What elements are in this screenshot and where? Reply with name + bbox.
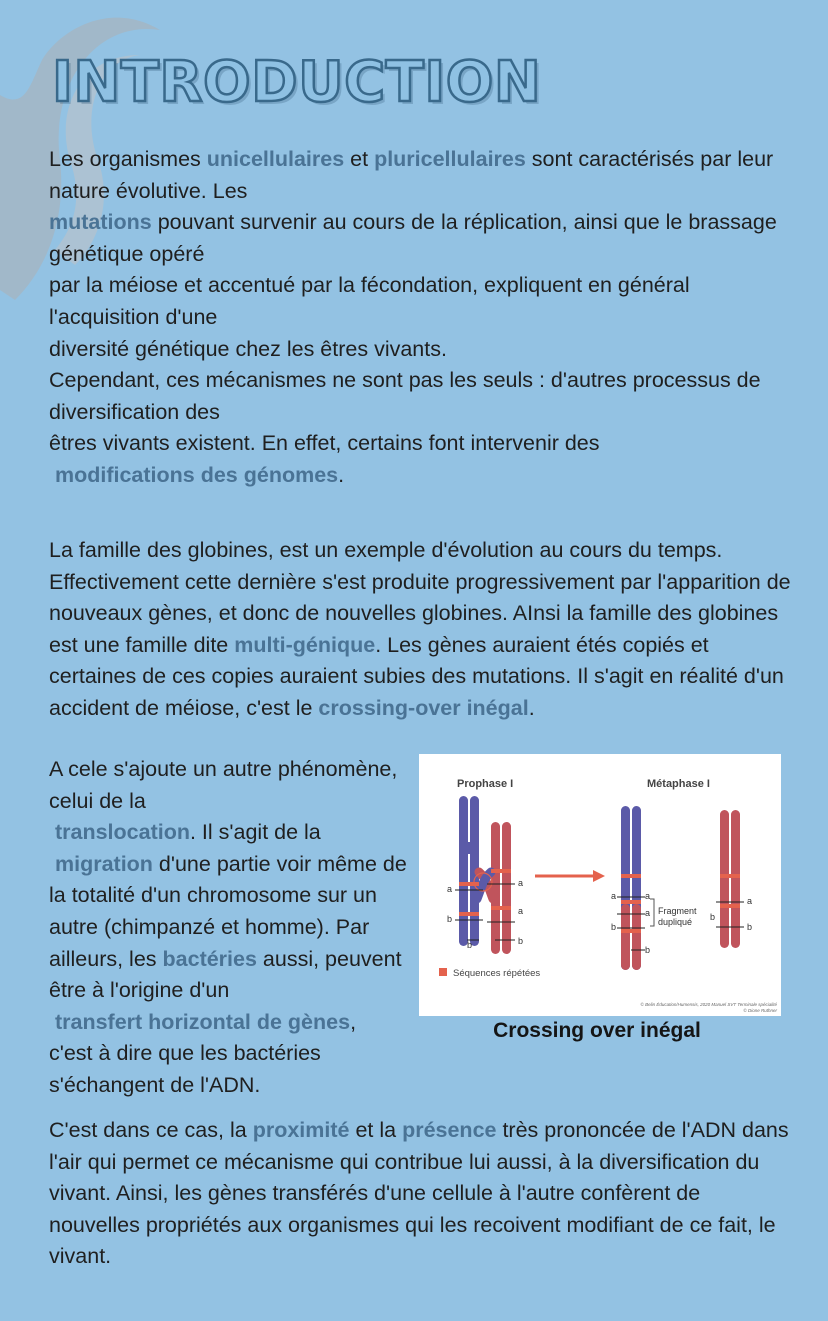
- legend-label: Séquences répétées: [453, 968, 541, 979]
- keyword: transfert horizontal de gènes: [54, 1009, 351, 1034]
- keyword: proximité: [252, 1118, 350, 1142]
- svg-text:b: b: [747, 922, 753, 932]
- red-chromosome-prophase: [491, 822, 511, 954]
- keyword: unicellulaires: [206, 147, 345, 171]
- fragment-label-2: dupliqué: [658, 917, 693, 927]
- svg-text:a: a: [611, 891, 617, 901]
- svg-text:a: a: [645, 891, 651, 901]
- keyword: migration: [54, 851, 153, 876]
- keyword: translocation: [54, 820, 190, 845]
- metaphase-label: Métaphase I: [647, 778, 710, 790]
- figure-caption: Crossing over inégal: [493, 1019, 701, 1042]
- svg-text:a: a: [645, 908, 651, 918]
- arrow-icon: [535, 870, 605, 882]
- prophase-label: Prophase I: [457, 778, 514, 790]
- keyword: multi-génique: [234, 632, 376, 657]
- globines-paragraph: La famille des globines, est un exemple d'évolution au cours du temps. Effectivement cette dernière s'est produite progressivement par l'apparition de nouveaux gènes, et donc de nouvelles globines. AInsi la famille des globines est une famille dite multi-génique. Les gènes auraient étés copiés et certaines de ces copies auraient subies des mutations. Il s'agit en réalité d'un accident de méiose, c'est le crossing-over inégal.: [49, 538, 791, 720]
- svg-text:a: a: [447, 884, 453, 894]
- svg-text:a: a: [518, 878, 524, 888]
- svg-text:b: b: [467, 940, 473, 950]
- intro-paragraph: Les organismes unicellulaires et pluricellulaires sont caractérisés par leur nature évolutive. Les mutations pouvant survenir au cours de la réplication, ainsi que le brassage génétique opéré par la méiose et accentué par la fécondation, expliquent en général l'acquisition d'une diversité génétique chez les êtres vivants. Cependant, ces mécanismes ne sont pas les seuls : d'autres processus de diversification des êtres vivants existent. En effet, certains font intervenir des modifications des génomes.: [49, 147, 777, 487]
- svg-text:b: b: [611, 922, 617, 932]
- translocation-paragraph: A cele s'ajoute un autre phénomène, celui de la translocation. Il s'agit de la migration d'une partie voir même de la totalité d'un chromosome sur un autre (chimpanzé et homme). Par ailleurs, les bactéries aussi, peuvent être à l'origine d'un transfert horizontal de gènes, c'est à dire que les bactéries s'échangent de l'ADN.: [49, 757, 407, 1097]
- svg-text:b: b: [518, 936, 524, 946]
- keyword: mutations: [49, 210, 152, 235]
- keyword: crossing-over inégal: [318, 695, 529, 720]
- svg-text:a: a: [518, 906, 524, 916]
- keyword: bactéries: [162, 946, 257, 971]
- svg-text:© Dione Ruthner: © Dione Ruthner: [743, 1008, 777, 1013]
- svg-text:a: a: [747, 896, 753, 906]
- fragment-label-1: Fragment: [658, 906, 697, 916]
- svg-text:© Belin Éducation/Humensis, 20: © Belin Éducation/Humensis, 2020 Manuel SVT Terminale spécialité: [640, 1002, 777, 1007]
- crossing-over-figure: [419, 754, 781, 1016]
- svg-text:b: b: [645, 945, 651, 955]
- legend-swatch: [439, 968, 447, 976]
- keyword: pluricellulaires: [374, 147, 526, 171]
- conclusion-paragraph: C'est dans ce cas, la proximité et la présence très prononcée de l'ADN dans l'air qui permet ce mécanisme qui contribue lui aussi, à la diversification du vivant. Ainsi, les gènes transférés d'une cellule à l'autre confèrent de nouvelles propriétés aux organismes qui les recoivent modifiant de ce fait, le vivant.: [49, 1118, 789, 1269]
- page-title: INTRODUCTION: [52, 50, 542, 115]
- keyword: présence: [402, 1118, 497, 1142]
- svg-text:b: b: [710, 912, 716, 922]
- svg-text:b: b: [447, 914, 453, 924]
- keyword: modifications des génomes: [54, 462, 339, 487]
